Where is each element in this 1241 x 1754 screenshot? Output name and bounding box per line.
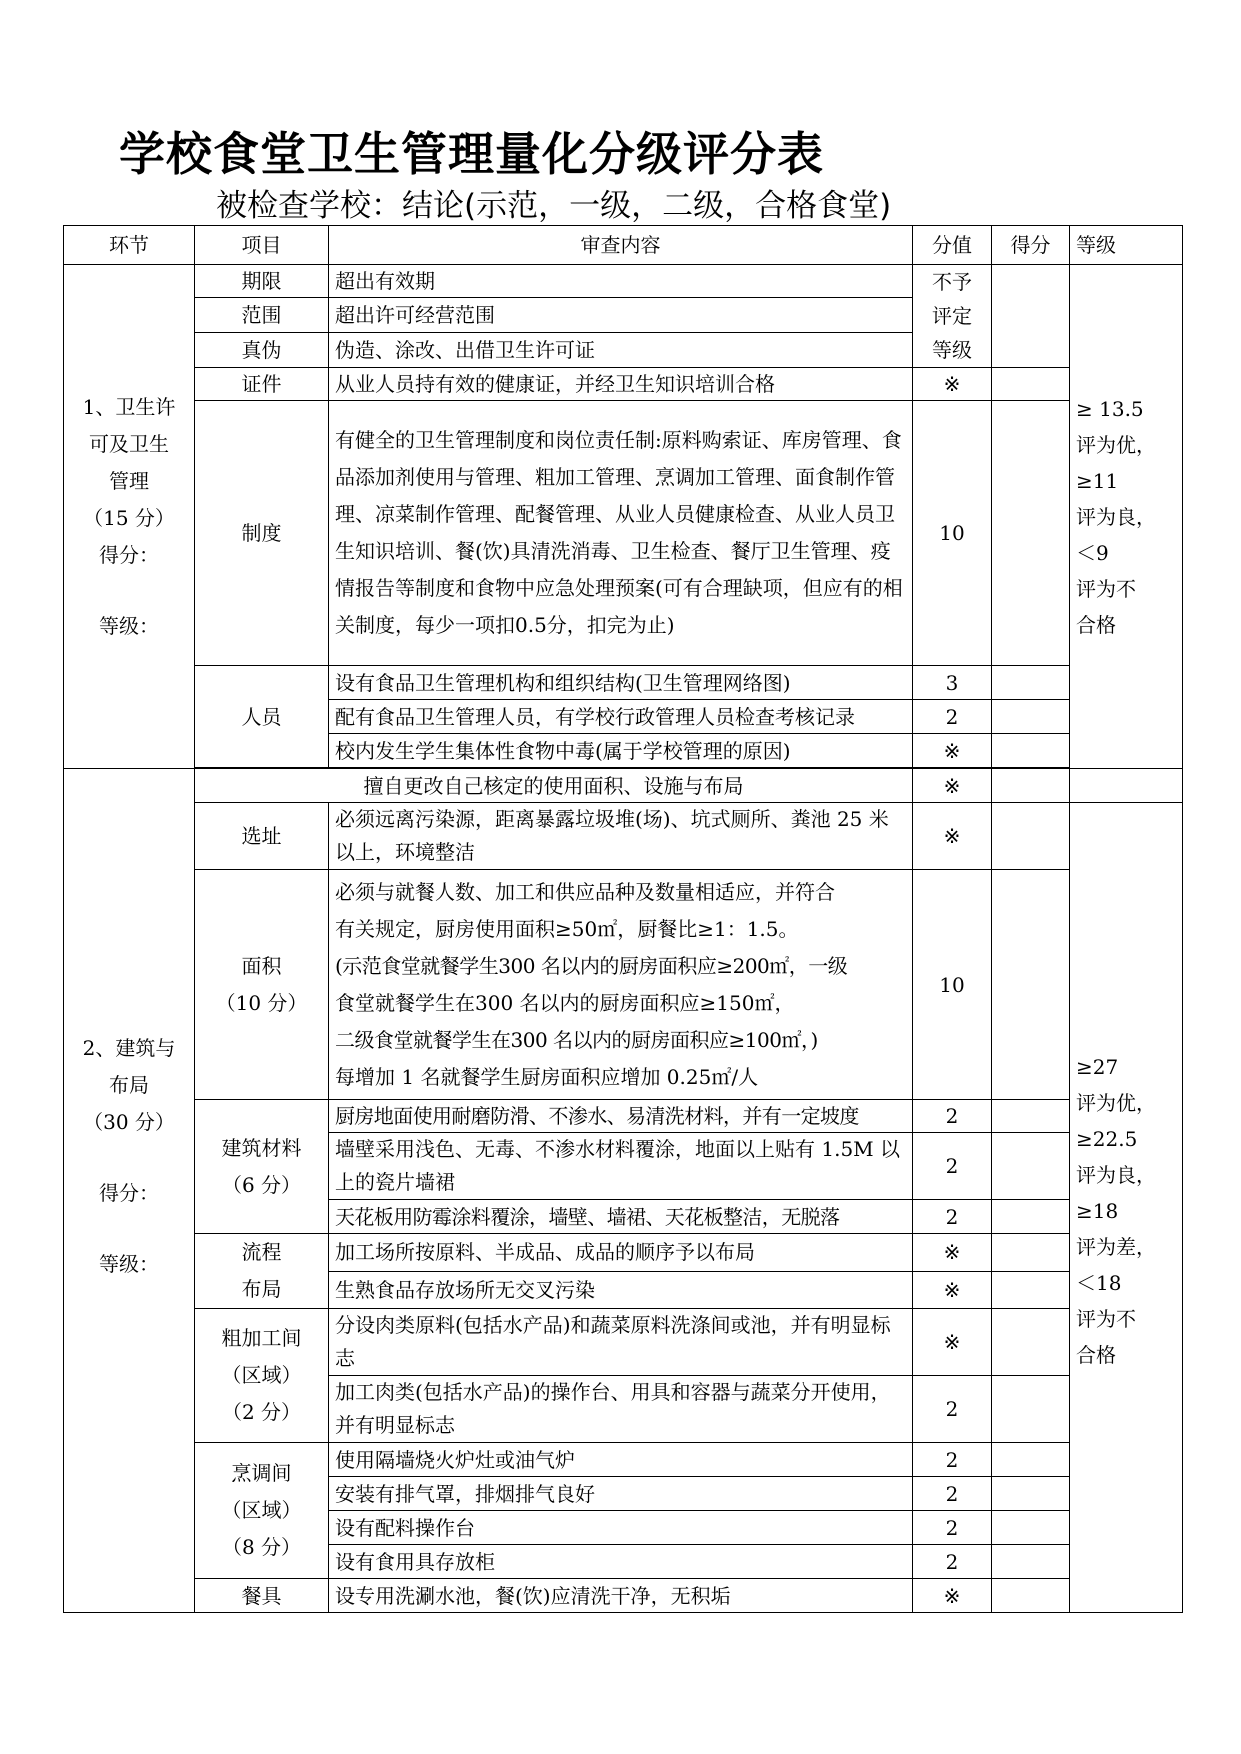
table-row bbox=[64, 368, 1183, 401]
content-pengtiao-4: 设有食用具存放柜 bbox=[329, 1545, 913, 1579]
score-first-row: ※ bbox=[913, 769, 992, 803]
header-grade: 等级 bbox=[1070, 226, 1183, 265]
score-cailiao-2: 2 bbox=[913, 1133, 992, 1200]
table-row bbox=[64, 870, 1183, 1100]
content-fanwei: 超出许可经营范围 bbox=[329, 297, 913, 332]
content-pengtiao-1: 使用隔墙烧火炉灶或油气炉 bbox=[329, 1443, 913, 1477]
score-mianji: 10 bbox=[913, 870, 992, 1100]
score-rejected: 不予 评定 等级 bbox=[913, 265, 992, 368]
item-canju: 餐具 bbox=[195, 1579, 329, 1613]
page-title: 学校食堂卫生管理量化分级评分表 bbox=[119, 127, 824, 181]
got-score-pengtiao-2[interactable] bbox=[992, 1477, 1070, 1511]
content-cailiao-1: 厨房地面使用耐磨防滑、不渗水、易清洗材料，并有一定坡度 bbox=[329, 1100, 913, 1133]
header-content: 审查内容 bbox=[329, 226, 913, 265]
table-row bbox=[64, 1100, 1183, 1133]
table-row bbox=[64, 1309, 1183, 1376]
section2-grading: ≥27 评为优， ≥22.5 评为良， ≥18 评为差， ＜18 评为不 合格 bbox=[1070, 803, 1183, 1613]
got-score-renyuan-2[interactable] bbox=[992, 700, 1070, 734]
content-mianji: 必须与就餐人数、加工和供应品种及数量相适应，并符合 有关规定，厨房使用面积≥50㎡，厨餐比≥1：1.5。 (示范食堂就餐学生300 名以内的厨房面积应≥200㎡，一级 食堂就餐学生在300 名以内的厨房面积应≥150㎡， 二级食堂就餐学生在300 名以内的厨房面积应≥100㎡，) 每增加 1 名就餐学生厨房面积应增加 0.25㎡/人 bbox=[329, 870, 913, 1100]
content-renyuan-2: 配有食品卫生管理人员，有学校行政管理人员检查考核记录 bbox=[329, 700, 913, 734]
section1-grading: ≥ 13.5 评为优， ≥11 评为良， ＜9 评为不 合格 bbox=[1070, 265, 1183, 769]
item-xuanzhi: 选址 bbox=[195, 803, 329, 870]
score-cujiagong-1: ※ bbox=[913, 1309, 992, 1376]
item-fanwei: 范围 bbox=[195, 297, 329, 332]
item-cujiagong: 粗加工间 （区域） （2 分） bbox=[195, 1309, 329, 1443]
item-pengtiao: 烹调间 （区域） （8 分） bbox=[195, 1443, 329, 1579]
got-score-zhidu[interactable] bbox=[992, 401, 1070, 666]
item-mianji: 面积 （10 分） bbox=[195, 870, 329, 1100]
content-pengtiao-3: 设有配料操作台 bbox=[329, 1511, 913, 1545]
content-zhengjian: 从业人员持有效的健康证，并经卫生知识培训合格 bbox=[329, 368, 913, 401]
got-score-pengtiao-1[interactable] bbox=[992, 1443, 1070, 1477]
score-renyuan-3: ※ bbox=[913, 734, 992, 768]
table-row bbox=[64, 769, 1183, 803]
table-row bbox=[64, 1579, 1183, 1613]
got-score-liucheng-2[interactable] bbox=[992, 1271, 1070, 1309]
got-score-pengtiao-4[interactable] bbox=[992, 1545, 1070, 1579]
score-zhengjian: ※ bbox=[913, 368, 992, 401]
got-score-rejected[interactable] bbox=[992, 265, 1070, 368]
got-score-cujiagong-2[interactable] bbox=[992, 1376, 1070, 1443]
header-huanjie: 环节 bbox=[64, 226, 195, 265]
got-score-cailiao-1[interactable] bbox=[992, 1100, 1070, 1133]
got-score-cailiao-2[interactable] bbox=[992, 1133, 1070, 1200]
content-liucheng-1: 加工场所按原料、半成品、成品的顺序予以布局 bbox=[329, 1234, 913, 1272]
table-row bbox=[64, 1234, 1183, 1272]
item-cailiao: 建筑材料 （6 分） bbox=[195, 1100, 329, 1234]
score-renyuan-2: 2 bbox=[913, 700, 992, 734]
got-score-pengtiao-3[interactable] bbox=[992, 1511, 1070, 1545]
content-canju: 设专用洗涮水池，餐(饮)应清洗干净，无积垢 bbox=[329, 1579, 913, 1613]
content-cujiagong-1: 分设肉类原料(包括水产品)和蔬菜原料洗涤间或池，并有明显标志 bbox=[329, 1309, 913, 1376]
section2-name: 2、建筑与 布局 （30 分） 得分： 等级： bbox=[64, 769, 195, 1613]
score-pengtiao-2: 2 bbox=[913, 1477, 992, 1511]
content-renyuan-1: 设有食品卫生管理机构和组织结构(卫生管理网络图) bbox=[329, 666, 913, 700]
item-liucheng: 流程 布局 bbox=[195, 1234, 329, 1309]
got-score-canju[interactable] bbox=[992, 1579, 1070, 1613]
got-score-renyuan-3[interactable] bbox=[992, 734, 1070, 768]
content-zhenwei: 伪造、涂改、出借卫生许可证 bbox=[329, 332, 913, 367]
content-first-row: 擅自更改自己核定的使用面积、设施与布局 bbox=[195, 769, 913, 803]
got-score-xuanzhi[interactable] bbox=[992, 803, 1070, 870]
got-score-liucheng-1[interactable] bbox=[992, 1234, 1070, 1272]
score-table bbox=[63, 225, 1183, 1613]
table-row bbox=[64, 265, 1183, 298]
score-xuanzhi: ※ bbox=[913, 803, 992, 870]
content-renyuan-3: 校内发生学生集体性食物中毒(属于学校管理的原因) bbox=[329, 734, 913, 768]
got-score-mianji[interactable] bbox=[992, 870, 1070, 1100]
score-zhidu: 10 bbox=[913, 401, 992, 666]
got-score-renyuan-1[interactable] bbox=[992, 666, 1070, 700]
item-renyuan: 人员 bbox=[195, 666, 329, 768]
header-score-got: 得分 bbox=[992, 226, 1070, 265]
table-row bbox=[64, 803, 1183, 870]
header-xiangmu: 项目 bbox=[195, 226, 329, 265]
got-score-zhengjian[interactable] bbox=[992, 368, 1070, 401]
header-row bbox=[64, 226, 1183, 265]
got-score-first-row[interactable] bbox=[992, 769, 1070, 803]
score-cailiao-3: 2 bbox=[913, 1200, 992, 1234]
score-liucheng-2: ※ bbox=[913, 1271, 992, 1309]
item-zhidu: 制度 bbox=[195, 401, 329, 666]
content-xuanzhi: 必须远离污染源，距离暴露垃圾堆(场)、坑式厕所、粪池 25 米以上，环境整洁 bbox=[329, 803, 913, 870]
section1-name: 1、卫生许 可及卫生 管理 （15 分） 得分： 等级： bbox=[64, 265, 195, 769]
item-zhengjian: 证件 bbox=[195, 368, 329, 401]
score-pengtiao-1: 2 bbox=[913, 1443, 992, 1477]
score-pengtiao-3: 2 bbox=[913, 1511, 992, 1545]
table-row bbox=[64, 666, 1183, 700]
score-cailiao-1: 2 bbox=[913, 1100, 992, 1133]
content-cailiao-2: 墙壁采用浅色、无毒、不渗水材料覆涂，地面以上贴有 1.5M 以上的瓷片墙裙 bbox=[329, 1133, 913, 1200]
content-cailiao-3: 天花板用防霉涂料覆涂，墙壁、墙裙、天花板整洁，无脱落 bbox=[329, 1200, 913, 1234]
score-renyuan-1: 3 bbox=[913, 666, 992, 700]
score-pengtiao-4: 2 bbox=[913, 1545, 992, 1579]
got-score-cujiagong-1[interactable] bbox=[992, 1309, 1070, 1376]
content-cujiagong-2: 加工肉类(包括水产品)的操作台、用具和容器与蔬菜分开使用，并有明显标志 bbox=[329, 1376, 913, 1443]
item-qixian: 期限 bbox=[195, 265, 329, 298]
got-score-cailiao-3[interactable] bbox=[992, 1200, 1070, 1234]
header-score-value: 分值 bbox=[913, 226, 992, 265]
score-canju: ※ bbox=[913, 1579, 992, 1613]
content-qixian: 超出有效期 bbox=[329, 265, 913, 298]
score-liucheng-1: ※ bbox=[913, 1234, 992, 1272]
content-zhidu: 有健全的卫生管理制度和岗位责任制:原料购索证、库房管理、食品添加剂使用与管理、粗加工管理、烹调加工管理、面食制作管理、凉菜制作管理、配餐管理、从业人员健康检查、从业人员卫生知识培训、餐(饮)具清洗消毒、卫生检查、餐厅卫生管理、疫情报告等制度和食物中应急处理预案(可有合理缺项，但应有的相关制度，每少一项扣0.5分，扣完为止) bbox=[329, 401, 913, 666]
content-pengtiao-2: 安装有排气罩，排烟排气良好 bbox=[329, 1477, 913, 1511]
item-zhenwei: 真伪 bbox=[195, 332, 329, 367]
table-row bbox=[64, 1443, 1183, 1477]
score-cujiagong-2: 2 bbox=[913, 1376, 992, 1443]
page-subtitle: 被检查学校：结论(示范，一级，二级，合格食堂) bbox=[216, 188, 892, 224]
table-row bbox=[64, 401, 1183, 666]
content-liucheng-2: 生熟食品存放场所无交叉污染 bbox=[329, 1271, 913, 1309]
